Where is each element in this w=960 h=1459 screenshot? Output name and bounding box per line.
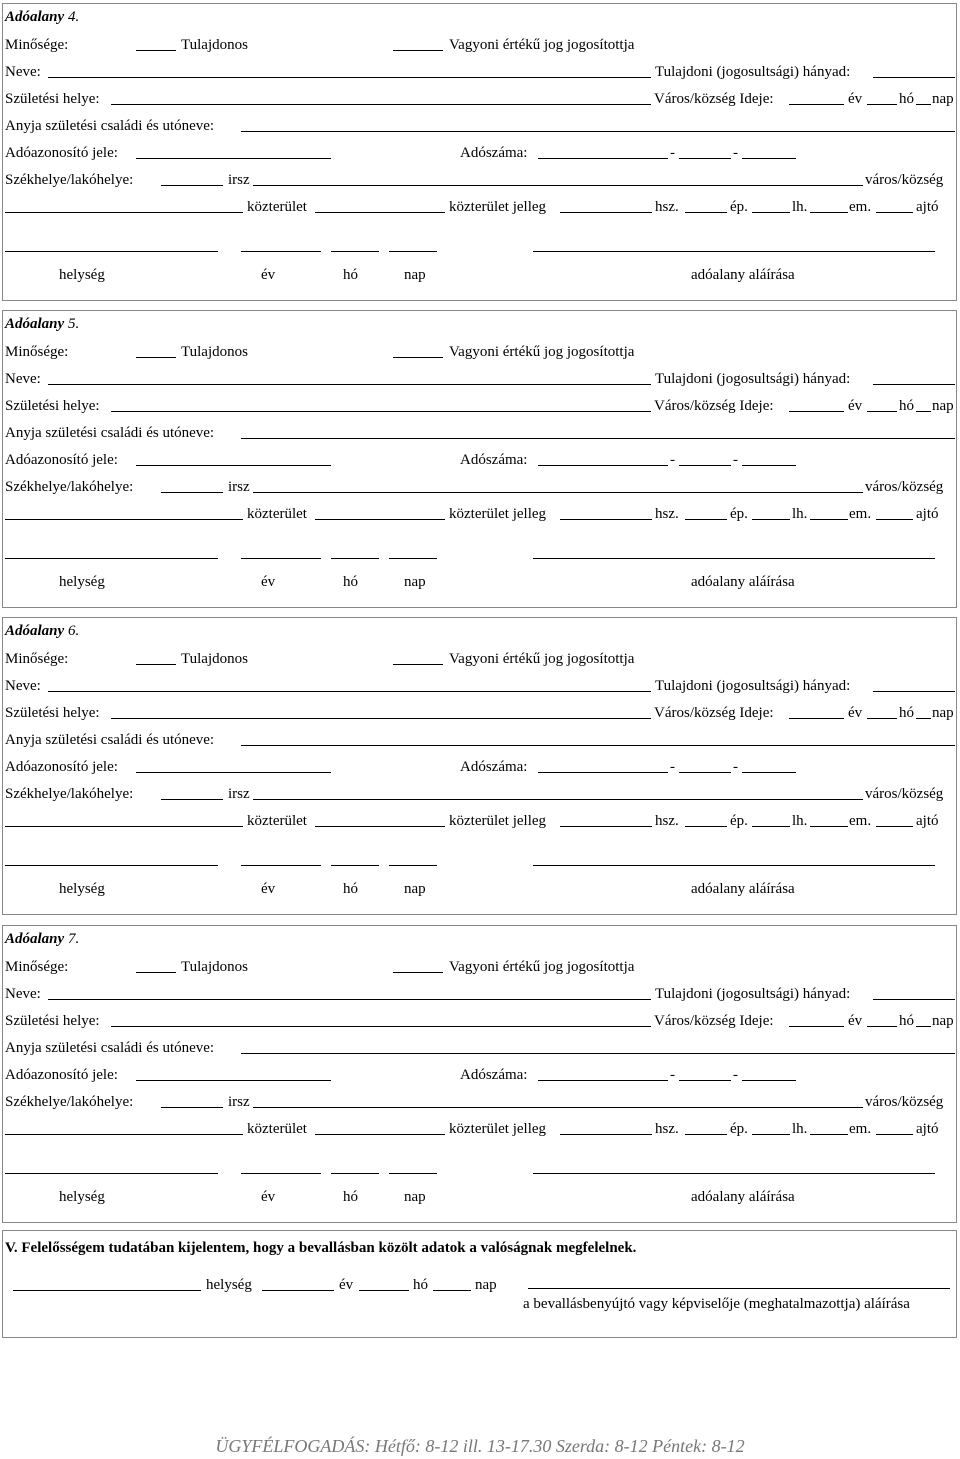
adoszam-part2-field[interactable] xyxy=(679,158,731,159)
decl-ho-field[interactable] xyxy=(359,1290,409,1291)
szuletesi-helye-label: Születési helye: xyxy=(5,398,100,414)
tulajdoni-hanyad-label: Tulajdoni (jogosultsági) hányad: xyxy=(655,986,851,1002)
adoszam-part1-field[interactable] xyxy=(538,465,668,466)
decl-nap-field[interactable] xyxy=(433,1290,471,1291)
nap-caption: nap xyxy=(404,267,426,283)
szuletes-ho-field[interactable] xyxy=(867,1026,897,1027)
section-title: Adóalany 5. xyxy=(5,316,80,332)
szuletes-ev-field[interactable] xyxy=(789,411,844,412)
adoszam-part3-field[interactable] xyxy=(742,1080,796,1081)
sign-nap-field[interactable] xyxy=(389,1173,437,1174)
ho-caption: hó xyxy=(343,1189,358,1205)
irsz-label: irsz xyxy=(228,479,250,495)
adoszam-dash-1: - xyxy=(670,1067,675,1083)
declaration-text: V. Felelősségem tudatában kijelentem, hogy a bevallásban közölt adatok a valóságnak megfelelnek. xyxy=(5,1240,637,1256)
lh-label: lh. xyxy=(792,199,808,215)
ev-caption: év xyxy=(261,881,276,897)
lh-label: lh. xyxy=(792,813,808,829)
irsz-label: irsz xyxy=(228,1094,250,1110)
ep-label: ép. xyxy=(730,199,748,215)
sign-helyseg-field[interactable] xyxy=(5,251,218,252)
nap-caption: nap xyxy=(404,881,426,897)
kozterulet-jelleg-label: közterület jelleg xyxy=(449,506,547,522)
adoszam-part3-field[interactable] xyxy=(742,465,796,466)
anyja-neve-label: Anyja születési családi és utóneve: xyxy=(5,118,215,134)
adoszam-part2-field[interactable] xyxy=(679,1080,731,1081)
sign-helyseg-field[interactable] xyxy=(5,865,218,866)
lh-field[interactable] xyxy=(752,826,790,827)
decl-signature-field[interactable] xyxy=(528,1288,950,1289)
szuletesi-helye-label: Születési helye: xyxy=(5,91,100,107)
neve-field[interactable] xyxy=(48,999,651,1000)
szekhelye-label: Székhelye/lakóhelye: xyxy=(5,1094,134,1110)
anyja-neve-field[interactable] xyxy=(241,438,955,439)
adoazonosito-field[interactable] xyxy=(136,772,331,773)
adoalany-alairasa-caption: adóalany aláírása xyxy=(691,574,795,590)
sign-ho-field[interactable] xyxy=(331,865,379,866)
szuletesi-helye-label: Születési helye: xyxy=(5,1013,100,1029)
varos-kozseg-ideje-label: Város/község Ideje: xyxy=(654,398,774,414)
ajto-label: ajtó xyxy=(916,813,939,829)
anyja-neve-label: Anyja születési családi és utóneve: xyxy=(5,732,215,748)
hsz-label: hsz. xyxy=(655,506,679,522)
adoszam-part3-field[interactable] xyxy=(742,158,796,159)
helyseg-caption: helység xyxy=(59,1189,105,1205)
adoszam-dash-2: - xyxy=(733,145,738,161)
szuletes-ev-field[interactable] xyxy=(789,104,844,105)
szekhelye-label: Székhelye/lakóhelye: xyxy=(5,172,134,188)
sign-nap-field[interactable] xyxy=(389,558,437,559)
lh-field[interactable] xyxy=(752,212,790,213)
ev-label: év xyxy=(848,705,863,721)
tulajdonos-label: Tulajdonos xyxy=(181,959,248,975)
adoazonosito-label: Adóazonosító jele: xyxy=(5,759,118,775)
irsz-field[interactable] xyxy=(161,185,223,186)
em-field[interactable] xyxy=(810,519,848,520)
irsz-label: irsz xyxy=(228,172,250,188)
vagyoni-jog-label: Vagyoni értékű jog jogosítottja xyxy=(449,651,635,667)
ho-label: hó xyxy=(899,398,914,414)
sign-ev-field[interactable] xyxy=(241,865,321,866)
varos-kozseg-ideje-label: Város/község Ideje: xyxy=(654,1013,774,1029)
ev-label: év xyxy=(848,91,863,107)
hsz-field[interactable] xyxy=(560,1134,652,1135)
sign-nap-field[interactable] xyxy=(389,865,437,866)
adoszama-label: Adószáma: xyxy=(460,145,528,161)
varos-kozseg-label: város/község xyxy=(865,172,944,188)
adoszama-label: Adószáma: xyxy=(460,1067,528,1083)
neve-label: Neve: xyxy=(5,678,41,694)
kozterulet-label: közterület xyxy=(247,506,307,522)
decl-nap-label: nap xyxy=(475,1277,497,1293)
anyja-neve-field[interactable] xyxy=(241,1053,955,1054)
sign-ev-field[interactable] xyxy=(241,251,321,252)
szuletesi-helye-field[interactable] xyxy=(111,718,651,719)
ajto-label: ajtó xyxy=(916,506,939,522)
ev-caption: év xyxy=(261,267,276,283)
szuletes-ev-field[interactable] xyxy=(789,718,844,719)
signature-field[interactable] xyxy=(533,251,935,252)
lh-label: lh. xyxy=(792,1121,808,1137)
irsz-label: irsz xyxy=(228,786,250,802)
hsz-label: hsz. xyxy=(655,813,679,829)
kozterulet-field[interactable] xyxy=(5,1134,243,1135)
nap-label: nap xyxy=(932,91,954,107)
tulajdoni-hanyad-field[interactable] xyxy=(873,999,955,1000)
minosege-label: Minősége: xyxy=(5,651,69,667)
decl-helyseg-label: helység xyxy=(206,1277,252,1293)
em-label: em. xyxy=(849,506,872,522)
varos-kozseg-field[interactable] xyxy=(253,492,863,493)
lh-field[interactable] xyxy=(752,519,790,520)
vagyoni-jog-label: Vagyoni értékű jog jogosítottja xyxy=(449,37,635,53)
decl-ev-field[interactable] xyxy=(262,1290,334,1291)
ho-label: hó xyxy=(899,1013,914,1029)
ho-caption: hó xyxy=(343,574,358,590)
ev-label: év xyxy=(848,398,863,414)
irsz-field[interactable] xyxy=(161,799,223,800)
neve-field[interactable] xyxy=(48,77,651,78)
adoazonosito-field[interactable] xyxy=(136,1080,331,1081)
tulajdoni-hanyad-label: Tulajdoni (jogosultsági) hányad: xyxy=(655,371,851,387)
signature-field[interactable] xyxy=(533,865,935,866)
tulajdonos-checkbox-line[interactable] xyxy=(136,50,176,51)
adoszam-part2-field[interactable] xyxy=(679,465,731,466)
taxpayer-section-5 xyxy=(2,310,957,608)
szuletes-nap-field[interactable] xyxy=(916,1026,931,1027)
adoszam-dash-2: - xyxy=(733,1067,738,1083)
nap-label: nap xyxy=(932,398,954,414)
decl-signature-caption: a bevallásbenyújtó vagy képviselője (meghatalmazottja) aláírása xyxy=(523,1296,910,1312)
kozterulet-field[interactable] xyxy=(5,826,243,827)
lh-field[interactable] xyxy=(752,1134,790,1135)
szuletes-ho-field[interactable] xyxy=(867,104,897,105)
neve-label: Neve: xyxy=(5,986,41,1002)
adoszama-label: Adószáma: xyxy=(460,759,528,775)
taxpayer-section-6 xyxy=(2,617,957,915)
anyja-neve-label: Anyja születési családi és utóneve: xyxy=(5,1040,215,1056)
ev-caption: év xyxy=(261,1189,276,1205)
kozterulet-label: közterület xyxy=(247,813,307,829)
anyja-neve-label: Anyja születési családi és utóneve: xyxy=(5,425,215,441)
ajto-field[interactable] xyxy=(876,212,913,213)
tulajdonos-checkbox-line[interactable] xyxy=(136,664,176,665)
adoazonosito-label: Adóazonosító jele: xyxy=(5,145,118,161)
minosege-label: Minősége: xyxy=(5,344,69,360)
varos-kozseg-label: város/község xyxy=(865,786,944,802)
adoszam-part3-field[interactable] xyxy=(742,772,796,773)
helyseg-caption: helység xyxy=(59,267,105,283)
signature-field[interactable] xyxy=(533,558,935,559)
varos-kozseg-field[interactable] xyxy=(253,1107,863,1108)
sign-helyseg-field[interactable] xyxy=(5,558,218,559)
vagyoni-jog-checkbox-line[interactable] xyxy=(393,972,443,973)
tulajdoni-hanyad-field[interactable] xyxy=(873,384,955,385)
sign-ho-field[interactable] xyxy=(331,1173,379,1174)
ep-label: ép. xyxy=(730,1121,748,1137)
decl-ho-label: hó xyxy=(413,1277,428,1293)
hsz-field[interactable] xyxy=(560,212,652,213)
hsz-label: hsz. xyxy=(655,199,679,215)
kozterulet-jelleg-label: közterület jelleg xyxy=(449,199,547,215)
sign-ho-field[interactable] xyxy=(331,558,379,559)
adoazonosito-label: Adóazonosító jele: xyxy=(5,452,118,468)
sign-nap-field[interactable] xyxy=(389,251,437,252)
neve-label: Neve: xyxy=(5,64,41,80)
em-field[interactable] xyxy=(810,826,848,827)
ep-label: ép. xyxy=(730,813,748,829)
kozterulet-jelleg-field[interactable] xyxy=(315,212,445,213)
ho-label: hó xyxy=(899,91,914,107)
em-field[interactable] xyxy=(810,1134,848,1135)
adoszam-dash-2: - xyxy=(733,452,738,468)
ep-field[interactable] xyxy=(685,519,727,520)
ep-label: ép. xyxy=(730,506,748,522)
adoszam-dash-1: - xyxy=(670,759,675,775)
varos-kozseg-ideje-label: Város/község Ideje: xyxy=(654,91,774,107)
ev-label: év xyxy=(848,1013,863,1029)
vagyoni-jog-label: Vagyoni értékű jog jogosítottja xyxy=(449,959,635,975)
signature-field[interactable] xyxy=(533,1173,935,1174)
irsz-field[interactable] xyxy=(161,1107,223,1108)
office-hours-footer: ÜGYFÉLFOGADÁS: Hétfő: 8-12 ill. 13-17.30 Szerda: 8-12 Péntek: 8-12 xyxy=(215,1436,745,1456)
decl-ev-label: év xyxy=(339,1277,354,1293)
tulajdonos-label: Tulajdonos xyxy=(181,344,248,360)
ajto-field[interactable] xyxy=(876,1134,913,1135)
section-title: Adóalany 7. xyxy=(5,931,80,947)
neve-field[interactable] xyxy=(48,384,651,385)
hsz-label: hsz. xyxy=(655,1121,679,1137)
kozterulet-jelleg-field[interactable] xyxy=(315,826,445,827)
tulajdonos-checkbox-line[interactable] xyxy=(136,357,176,358)
adoszam-part1-field[interactable] xyxy=(538,772,668,773)
szekhelye-label: Székhelye/lakóhelye: xyxy=(5,786,134,802)
minosege-label: Minősége: xyxy=(5,959,69,975)
varos-kozseg-field[interactable] xyxy=(253,799,863,800)
varos-kozseg-label: város/község xyxy=(865,479,944,495)
szuletesi-helye-field[interactable] xyxy=(111,1026,651,1027)
nap-label: nap xyxy=(932,1013,954,1029)
sign-ev-field[interactable] xyxy=(241,558,321,559)
ev-caption: év xyxy=(261,574,276,590)
szuletes-ev-field[interactable] xyxy=(789,1026,844,1027)
nap-label: nap xyxy=(932,705,954,721)
kozterulet-jelleg-label: közterület jelleg xyxy=(449,1121,547,1137)
nap-caption: nap xyxy=(404,1189,426,1205)
adoszam-dash-1: - xyxy=(670,452,675,468)
tulajdoni-hanyad-label: Tulajdoni (jogosultsági) hányad: xyxy=(655,64,851,80)
tulajdoni-hanyad-field[interactable] xyxy=(873,691,955,692)
kozterulet-field[interactable] xyxy=(5,519,243,520)
ep-field[interactable] xyxy=(685,1134,727,1135)
kozterulet-label: közterület xyxy=(247,199,307,215)
helyseg-caption: helység xyxy=(59,574,105,590)
varos-kozseg-field[interactable] xyxy=(253,185,863,186)
sign-ho-field[interactable] xyxy=(331,251,379,252)
adoalany-alairasa-caption: adóalany aláírása xyxy=(691,1189,795,1205)
szuletes-nap-field[interactable] xyxy=(916,411,931,412)
kozterulet-field[interactable] xyxy=(5,212,243,213)
szekhelye-label: Székhelye/lakóhelye: xyxy=(5,479,134,495)
adoszam-dash-1: - xyxy=(670,145,675,161)
sign-ev-field[interactable] xyxy=(241,1173,321,1174)
ajto-field[interactable] xyxy=(876,826,913,827)
taxpayer-section-4 xyxy=(2,3,957,301)
vagyoni-jog-checkbox-line[interactable] xyxy=(393,50,443,51)
varos-kozseg-label: város/község xyxy=(865,1094,944,1110)
szuletes-ho-field[interactable] xyxy=(867,718,897,719)
section-title: Adóalany 4. xyxy=(5,9,80,25)
tulajdonos-checkbox-line[interactable] xyxy=(136,972,176,973)
kozterulet-label: közterület xyxy=(247,1121,307,1137)
helyseg-caption: helység xyxy=(59,881,105,897)
em-label: em. xyxy=(849,1121,872,1137)
nap-caption: nap xyxy=(404,574,426,590)
anyja-neve-field[interactable] xyxy=(241,131,955,132)
szuletesi-helye-field[interactable] xyxy=(111,104,651,105)
ep-field[interactable] xyxy=(685,826,727,827)
neve-label: Neve: xyxy=(5,371,41,387)
decl-helyseg-field[interactable] xyxy=(13,1290,201,1291)
szuletes-nap-field[interactable] xyxy=(916,104,931,105)
vagyoni-jog-checkbox-line[interactable] xyxy=(393,664,443,665)
kozterulet-jelleg-field[interactable] xyxy=(315,519,445,520)
adoszam-part2-field[interactable] xyxy=(679,772,731,773)
szuletes-ho-field[interactable] xyxy=(867,411,897,412)
kozterulet-jelleg-field[interactable] xyxy=(315,1134,445,1135)
ajto-label: ajtó xyxy=(916,199,939,215)
hsz-field[interactable] xyxy=(560,519,652,520)
ho-caption: hó xyxy=(343,881,358,897)
ajto-label: ajtó xyxy=(916,1121,939,1137)
varos-kozseg-ideje-label: Város/község Ideje: xyxy=(654,705,774,721)
neve-field[interactable] xyxy=(48,691,651,692)
adoazonosito-label: Adóazonosító jele: xyxy=(5,1067,118,1083)
taxpayer-section-7 xyxy=(2,925,957,1223)
irsz-field[interactable] xyxy=(161,492,223,493)
tulajdonos-label: Tulajdonos xyxy=(181,651,248,667)
lh-label: lh. xyxy=(792,506,808,522)
sign-helyseg-field[interactable] xyxy=(5,1173,218,1174)
szuletesi-helye-field[interactable] xyxy=(111,411,651,412)
em-label: em. xyxy=(849,813,872,829)
ajto-field[interactable] xyxy=(876,519,913,520)
adoszama-label: Adószáma: xyxy=(460,452,528,468)
ho-label: hó xyxy=(899,705,914,721)
ep-field[interactable] xyxy=(685,212,727,213)
tulajdonos-label: Tulajdonos xyxy=(181,37,248,53)
minosege-label: Minősége: xyxy=(5,37,69,53)
szuletesi-helye-label: Születési helye: xyxy=(5,705,100,721)
em-field[interactable] xyxy=(810,212,848,213)
tulajdoni-hanyad-label: Tulajdoni (jogosultsági) hányad: xyxy=(655,678,851,694)
szuletes-nap-field[interactable] xyxy=(916,718,931,719)
anyja-neve-field[interactable] xyxy=(241,745,955,746)
kozterulet-jelleg-label: közterület jelleg xyxy=(449,813,547,829)
tulajdoni-hanyad-field[interactable] xyxy=(873,77,955,78)
adoszam-part1-field[interactable] xyxy=(538,1080,668,1081)
adoalany-alairasa-caption: adóalany aláírása xyxy=(691,881,795,897)
adoalany-alairasa-caption: adóalany aláírása xyxy=(691,267,795,283)
ho-caption: hó xyxy=(343,267,358,283)
declaration-section xyxy=(2,1230,957,1338)
adoszam-part1-field[interactable] xyxy=(538,158,668,159)
hsz-field[interactable] xyxy=(560,826,652,827)
adoazonosito-field[interactable] xyxy=(136,158,331,159)
vagyoni-jog-checkbox-line[interactable] xyxy=(393,357,443,358)
em-label: em. xyxy=(849,199,872,215)
section-title: Adóalany 6. xyxy=(5,623,80,639)
vagyoni-jog-label: Vagyoni értékű jog jogosítottja xyxy=(449,344,635,360)
adoazonosito-field[interactable] xyxy=(136,465,331,466)
adoszam-dash-2: - xyxy=(733,759,738,775)
